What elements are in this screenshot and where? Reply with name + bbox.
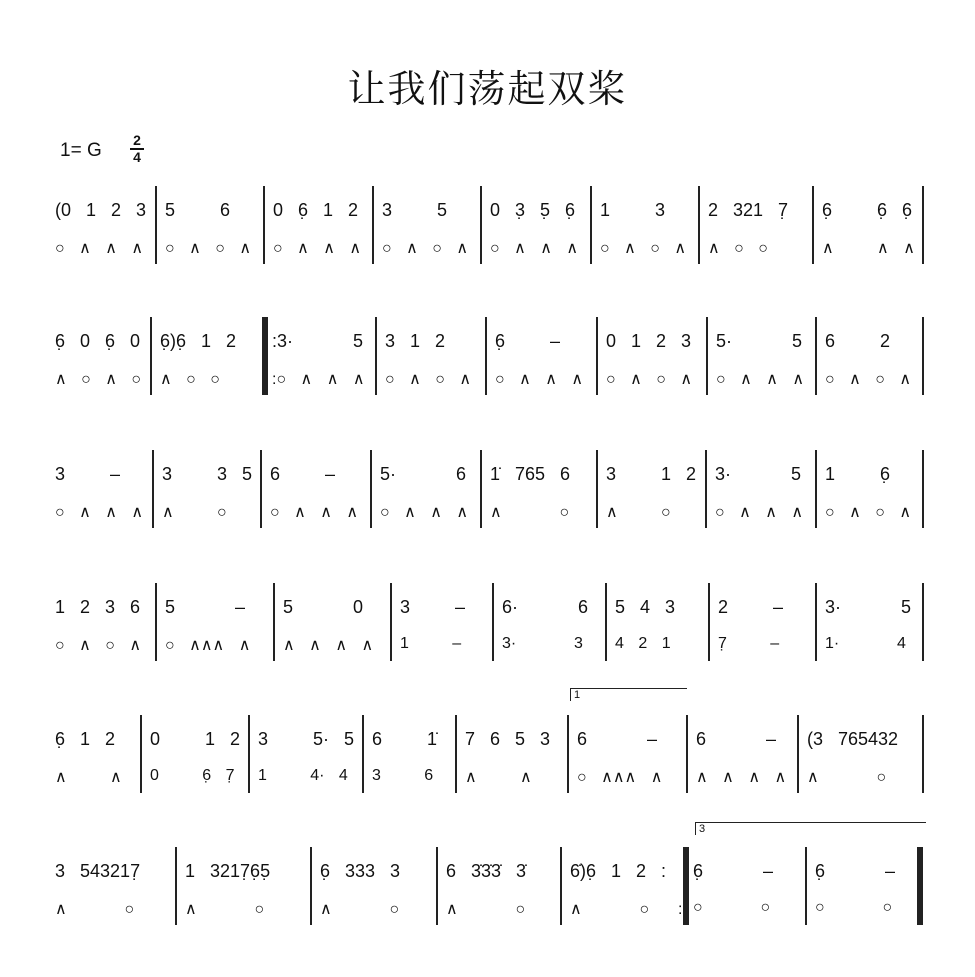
accompaniment-notes: ○ ∧ ○ ∧ [385, 371, 472, 388]
melody-notes: 6 1̇ [372, 729, 438, 749]
score-row [0, 331, 975, 401]
melody-notes: (0 1 2 3 [55, 200, 147, 220]
melody-notes: 3 543217̣ [55, 861, 141, 881]
accompaniment-notes: 0 6̣ 7̣ [150, 767, 235, 784]
measure [797, 729, 922, 799]
melody-notes: 1 2 3 6 [55, 597, 141, 617]
melody-notes: 6· 6 [502, 597, 589, 617]
accompaniment-notes: 3· 3 [502, 635, 583, 652]
accompaniment-notes: ○ ∧ ○ ∧ [606, 371, 693, 388]
melody-notes: 6̣ – [495, 331, 561, 351]
melody-notes: 1 3217̣6̣5̣ [185, 861, 271, 881]
melody-notes: 5 – [165, 597, 246, 617]
accompaniment-notes: ○ ∧ ∧ ∧ [715, 504, 804, 521]
measure [698, 200, 812, 270]
measure [455, 729, 567, 799]
accompaniment-notes: ∧ ○ ○ [160, 371, 220, 388]
melody-notes: 6 – [577, 729, 658, 749]
accompaniment-notes: ∧ ○ [446, 901, 526, 918]
melody-notes: 1 6̣ [825, 464, 891, 484]
measure [45, 331, 150, 401]
melody-notes: :3· 5 [272, 331, 364, 351]
melody-notes: 6̣ – [815, 861, 896, 881]
measure [815, 597, 922, 667]
measure [370, 464, 480, 534]
measure [263, 200, 372, 270]
melody-notes: 6 3̇3̇3̇ 3̇ [446, 861, 527, 881]
accompaniment-notes: ∧ ○ [807, 769, 887, 786]
measure [375, 331, 485, 401]
melody-notes: 2 – [718, 597, 784, 617]
accompaniment-notes: ○ ∧ ∧ ∧ [270, 504, 359, 521]
measure [262, 331, 375, 401]
accompaniment-notes: ∧ ○ [162, 504, 227, 521]
accompaniment-notes: ○ ∧∧∧ ∧ [165, 637, 251, 654]
measure [140, 729, 248, 799]
accompaniment-notes: ∧ ∧ ∧ ∧ [696, 769, 787, 786]
accompaniment-notes: ○ ∧ ○ ∧ [382, 240, 469, 257]
measure [683, 861, 805, 931]
measure [362, 729, 455, 799]
melody-notes: 6̇)6̣ 1 2 : [570, 861, 667, 881]
melody-notes: 3 5 [382, 200, 448, 220]
melody-notes: 5· 6 [380, 464, 467, 484]
melody-notes: 5 6 [165, 200, 231, 220]
melody-notes: 0 1 2 3 [606, 331, 692, 351]
accompaniment-notes: 3 6 [372, 767, 434, 784]
accompaniment-notes: ∧ ○ [606, 504, 671, 521]
measure [485, 331, 596, 401]
measure [705, 464, 815, 534]
accompaniment-notes: ∧ ○ [490, 504, 570, 521]
measure [815, 331, 922, 401]
measure [390, 597, 492, 667]
score-row [0, 200, 975, 270]
melody-notes: 6̣ 6̣ 6̣ [822, 200, 913, 220]
melody-notes: 7 6 5 3 [465, 729, 551, 749]
bar-line [922, 317, 924, 395]
melody-notes: 0 3̣ 5̣ 6̣ [490, 200, 576, 220]
measure [805, 861, 917, 931]
melody-notes: 6̣ 333 3 [320, 861, 401, 881]
accompaniment-notes: ∧ ∧ [55, 769, 122, 786]
melody-notes: 3· 5 [715, 464, 802, 484]
accompaniment-notes: ○ ∧ ○ ∧ [825, 371, 912, 388]
melody-notes: 3 1 2 [385, 331, 446, 351]
time-signature-bottom: 4 [130, 148, 144, 165]
accompaniment-notes: 1· 4 [825, 635, 906, 652]
accompaniment-notes: ∧ ○ ∧ ○ [55, 371, 142, 388]
accompaniment-notes: ○ ∧∧∧ ∧ [577, 769, 663, 786]
measure [45, 464, 152, 534]
measure [596, 464, 705, 534]
measure [706, 331, 815, 401]
bar-line [922, 450, 924, 528]
measure [152, 464, 260, 534]
accompaniment-notes: ○ ∧ ∧ ∧ [495, 371, 584, 388]
melody-notes: 6̣)6̣ 1 2 [160, 331, 237, 351]
time-signature [130, 133, 144, 165]
measure [260, 464, 370, 534]
melody-notes: 1 3 [600, 200, 666, 220]
measure [708, 597, 815, 667]
song-title: 让我们荡起双桨 [347, 67, 628, 111]
accompaniment-notes: 4 2 1 [615, 635, 671, 652]
accompaniment-notes: ∧ ○ [185, 901, 265, 918]
measure [175, 861, 310, 931]
measure [492, 597, 605, 667]
accompaniment-notes: ○ ∧ ∧ ∧ [380, 504, 469, 521]
melody-notes: 5 0 [283, 597, 364, 617]
score-row [0, 597, 975, 667]
measure [150, 331, 262, 401]
measure [567, 729, 686, 799]
measure [686, 729, 797, 799]
accompaniment-notes: ○ ∧ ∧ ∧ [490, 240, 579, 257]
melody-notes: 6̣ 0 6̣ 0 [55, 331, 141, 351]
melody-notes: 3 5· 5 [258, 729, 355, 749]
measure [372, 200, 480, 270]
volta-bracket: 1 [570, 688, 687, 701]
melody-notes: 3 – [400, 597, 466, 617]
measure [812, 200, 922, 270]
accompaniment-notes: ○ ∧ ○ ∧ [825, 504, 912, 521]
accompaniment-notes: ○ ∧ ○ ∧ [165, 240, 252, 257]
melody-notes: 1̇ 765 6 [490, 464, 571, 484]
score-row [0, 464, 975, 534]
accompaniment-notes: ○ ∧ ○ ∧ [600, 240, 687, 257]
volta-bracket: 3 [695, 822, 926, 835]
measure [155, 200, 263, 270]
accompaniment-notes: ∧ ∧ [465, 769, 532, 786]
accompaniment-notes: ∧ ○ : [570, 901, 683, 918]
melody-notes: 0 1 2 [150, 729, 241, 749]
measure [560, 861, 683, 931]
accompaniment-notes: 7̣ – [718, 635, 780, 652]
bar-line [922, 186, 924, 264]
accompaniment-notes: ○ ○ [815, 899, 893, 916]
measure [480, 464, 596, 534]
bar-line [922, 583, 924, 661]
melody-notes: 3 3 5 [162, 464, 253, 484]
score-row [0, 861, 975, 931]
score-row [0, 729, 975, 799]
melody-notes: 6 – [696, 729, 777, 749]
accompaniment-notes: ○ ∧ ○ ∧ [55, 637, 142, 654]
measure [590, 200, 698, 270]
melody-notes: 0 6̣ 1 2 [273, 200, 359, 220]
accompaniment-notes: ○ ○ [693, 899, 771, 916]
bar-line [917, 847, 923, 925]
measure [45, 729, 140, 799]
measure [310, 861, 436, 931]
melody-notes: 6̣ – [693, 861, 774, 881]
measure [436, 861, 560, 931]
accompaniment-notes: ○ ∧ ∧ ∧ [273, 240, 362, 257]
measure [45, 861, 175, 931]
measure [273, 597, 390, 667]
accompaniment-notes: ∧ ∧ ∧ [822, 240, 915, 257]
accompaniment-notes: ○ ∧ ∧ ∧ [716, 371, 805, 388]
accompaniment-notes: ∧ ○ [55, 901, 135, 918]
measure [45, 597, 155, 667]
accompaniment-notes: 1 – [400, 635, 462, 652]
accompaniment-notes: ∧ ○ ○ [708, 240, 768, 257]
melody-notes: 3· 5 [825, 597, 912, 617]
melody-notes: 3 1 2 [606, 464, 697, 484]
measure [45, 200, 155, 270]
melody-notes: 2 321 7̣ [708, 200, 789, 220]
time-signature-top: 2 [133, 132, 141, 148]
key-signature: 1= G [60, 140, 102, 161]
melody-notes: 6 2 [825, 331, 891, 351]
melody-notes: 6̣ 1 2 [55, 729, 116, 749]
measure [605, 597, 708, 667]
accompaniment-notes: ∧ ∧ ∧ ∧ [283, 637, 374, 654]
measure [596, 331, 706, 401]
melody-notes: 3 – [55, 464, 121, 484]
melody-notes: 5 4 3 [615, 597, 676, 617]
measure [815, 464, 922, 534]
melody-notes: 6 – [270, 464, 336, 484]
melody-notes: (3 765432 [807, 729, 899, 749]
measure [480, 200, 590, 270]
bar-line [922, 715, 924, 793]
accompaniment-notes: ○ ∧ ∧ ∧ [55, 240, 144, 257]
accompaniment-notes: ∧ ○ [320, 901, 400, 918]
measure [155, 597, 273, 667]
measure [248, 729, 362, 799]
accompaniment-notes: ○ ∧ ∧ ∧ [55, 504, 144, 521]
accompaniment-notes: 1 4· 4 [258, 767, 348, 784]
accompaniment-notes: :○ ∧ ∧ ∧ [272, 371, 365, 388]
melody-notes: 5· 5 [716, 331, 803, 351]
